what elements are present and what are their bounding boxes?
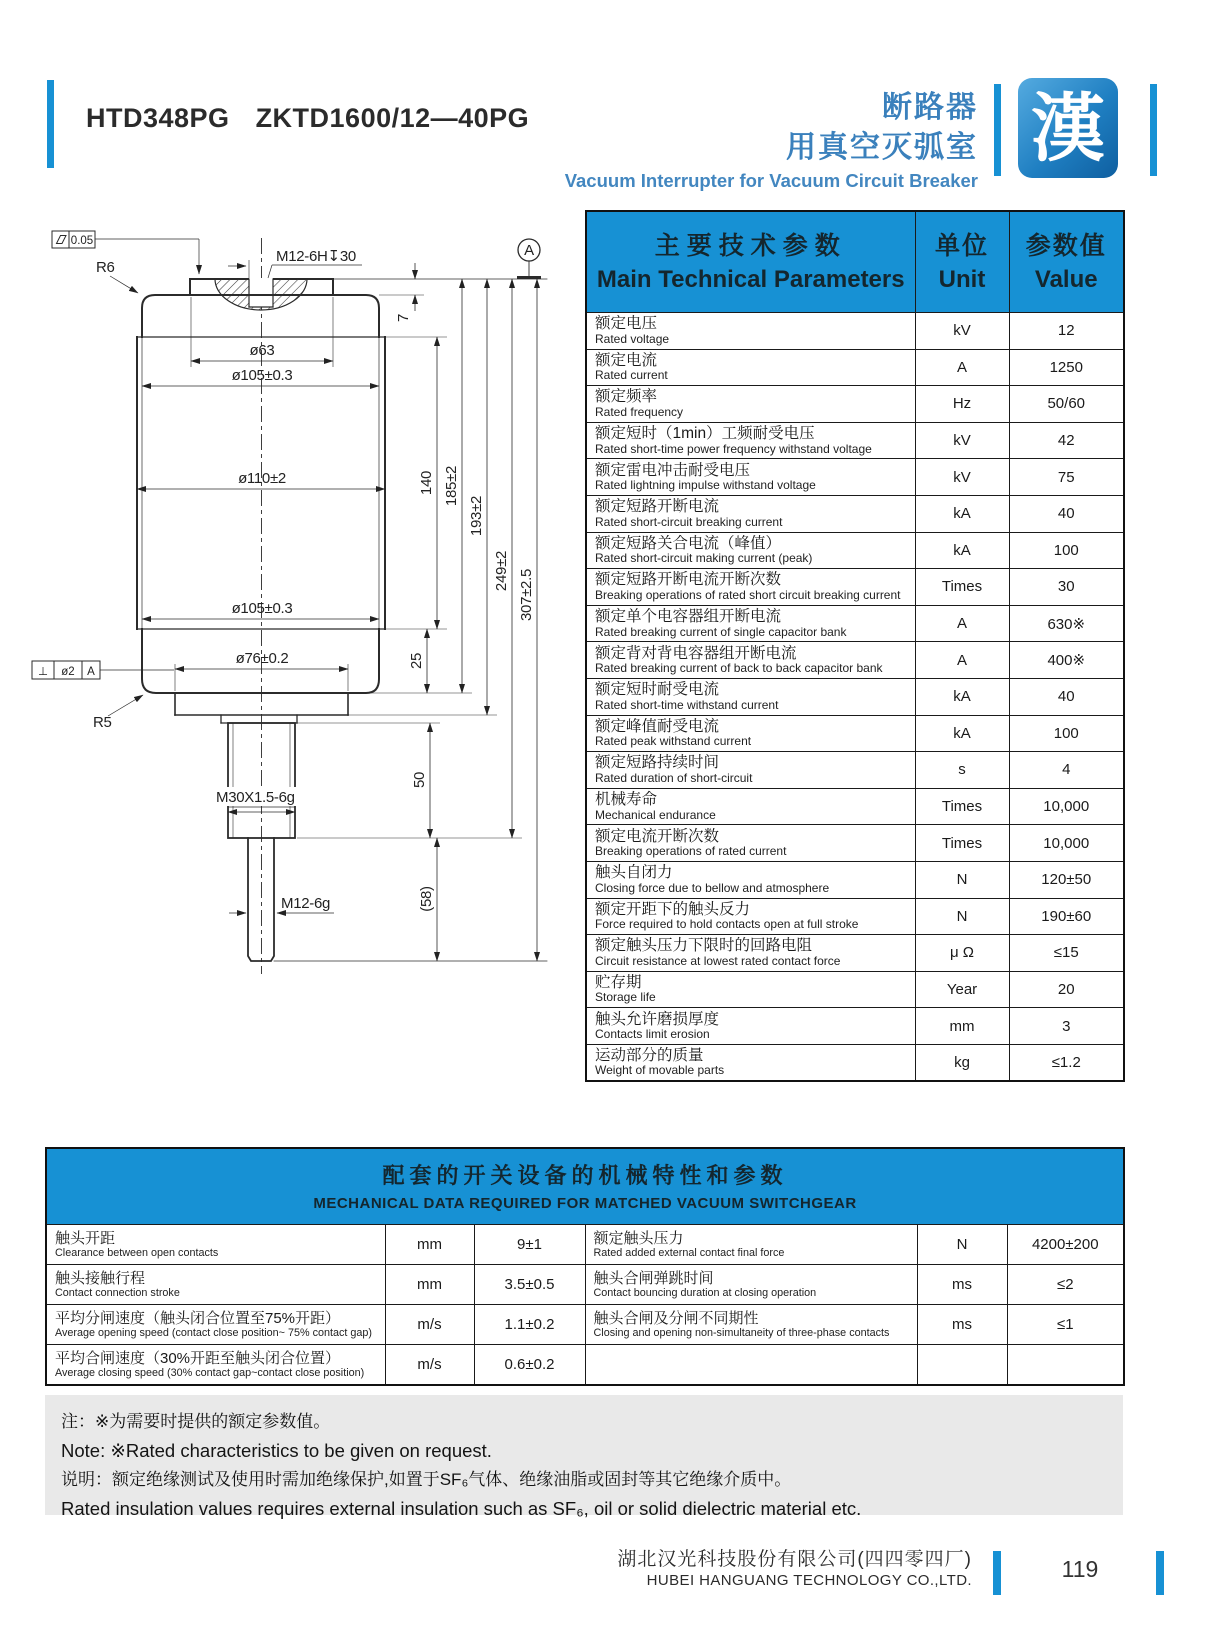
- parameter-name-en: Rated current: [595, 368, 668, 383]
- flatness-tolerance: 0.05: [70, 235, 94, 247]
- parameter-value: 12: [1009, 313, 1124, 350]
- parameter-name-cn: 触头自闭力: [595, 864, 673, 882]
- mech-unit-right: ms: [917, 1265, 1007, 1305]
- main-parameters-table: [585, 210, 1125, 1082]
- r5-label: R5: [93, 714, 112, 731]
- perpendicularity-tolerance: ø2: [61, 666, 75, 678]
- parameter-unit: Times: [915, 569, 1009, 606]
- product-title-cn-line2: 用真空灭弧室: [786, 131, 978, 164]
- parameter-name-en: Rated duration of short-circuit: [595, 770, 753, 785]
- parameter-value: 630※: [1009, 605, 1124, 642]
- mech-name-en-right: Rated added external contact final force: [593, 1246, 785, 1259]
- parameter-unit: kA: [915, 715, 1009, 752]
- parameter-row: [586, 1008, 1124, 1045]
- parameter-name-en: Rated short-circuit making current (peak): [595, 551, 813, 566]
- m12-thread-label: M12-6g: [281, 895, 331, 912]
- note-line-cn-2: 说明：额定绝缘测试及使用时需加绝缘保护,如置于SF₆气体、绝缘油脂或固封等其它绝缘介质中。: [61, 1470, 792, 1489]
- mech-parameter-row: [46, 1265, 1124, 1305]
- parameter-name-cn: 额定短路关合电流（峰值）: [595, 534, 782, 552]
- dim-249: 249±2: [493, 550, 510, 592]
- mech-parameter-row: [46, 1305, 1124, 1345]
- mech-unit-left: mm: [385, 1225, 474, 1265]
- parameter-name-cn: 额定电流开断次数: [595, 827, 720, 845]
- parameter-unit: kg: [915, 1044, 1009, 1081]
- dim-7: 7: [395, 313, 412, 323]
- dim-185: 185±2: [443, 465, 460, 507]
- parameter-value: 100: [1009, 715, 1124, 752]
- parameter-unit: A: [915, 349, 1009, 386]
- parameter-name-cn: 额定电流: [595, 351, 658, 369]
- header-unit: [915, 211, 1009, 313]
- parameter-row: [586, 898, 1124, 935]
- parameter-name-en: Rated lightning impulse withstand voltage: [595, 478, 816, 493]
- parameter-value: ≤15: [1009, 935, 1124, 972]
- mech-name-cn-left: 平均分闸速度（触头闭合位置至75%开距）: [55, 1309, 341, 1327]
- parameter-row: [586, 313, 1124, 350]
- company-name-cn: 湖北汉光科技股份有限公司(四四零四厂): [617, 1549, 972, 1570]
- parameter-value: 75: [1009, 459, 1124, 496]
- tap-hole-label: M12-6H↧30: [276, 248, 356, 265]
- notes-box: [45, 1395, 1123, 1519]
- parameter-unit: s: [915, 752, 1009, 789]
- header-value-en: Value: [1034, 266, 1098, 293]
- model-number-1: HTD348PG: [86, 103, 230, 133]
- parameter-value: 30: [1009, 569, 1124, 606]
- page-title: [86, 103, 529, 134]
- mech-name-cn-left: 触头开距: [55, 1229, 116, 1247]
- parameter-name-cn: 额定峰值耐受电流: [595, 717, 720, 735]
- datum-a-callout: [517, 239, 541, 278]
- mech-value-right: ≤2: [1007, 1265, 1124, 1305]
- parameter-row: [586, 678, 1124, 715]
- parameter-row: [586, 422, 1124, 459]
- parameter-value: 190±60: [1009, 898, 1124, 935]
- parameter-name-en: Rated frequency: [595, 404, 684, 419]
- mech-unit-left: mm: [385, 1265, 474, 1305]
- mech-value-right: 4200±200: [1007, 1225, 1124, 1265]
- mechanical-data-table: [45, 1147, 1125, 1386]
- interrupter-outline: [137, 278, 547, 961]
- parameter-value: 4: [1009, 752, 1124, 789]
- parameter-value: 10,000: [1009, 825, 1124, 862]
- mech-name-cn-left: 平均合闸速度（30%开距至触头闭合位置）: [55, 1349, 341, 1367]
- parameter-value: 10,000: [1009, 788, 1124, 825]
- parameter-unit: A: [915, 605, 1009, 642]
- parameter-row: [586, 1044, 1124, 1081]
- mech-value-left: 9±1: [474, 1225, 585, 1265]
- parameter-unit: Times: [915, 825, 1009, 862]
- dim-58: (58): [418, 886, 435, 912]
- parameter-name-cn: 贮存期: [595, 973, 642, 991]
- mech-name-cn-right: 额定触头压力: [593, 1229, 684, 1247]
- mech-name-en-left: Average closing speed (30% contact gap~contact close position): [55, 1366, 365, 1379]
- parameter-row: [586, 935, 1124, 972]
- parameter-unit: A: [915, 642, 1009, 679]
- parameter-row: [586, 861, 1124, 898]
- parameter-value: 120±50: [1009, 861, 1124, 898]
- parameter-name-cn: 额定触头压力下限时的回路电阻: [595, 937, 813, 955]
- gdt-flatness-frame: [52, 231, 199, 274]
- height-dimensions: [297, 263, 537, 961]
- product-title-en: Vacuum Interrupter for Vacuum Circuit Breaker: [564, 170, 978, 191]
- parameter-name-cn: 额定短路开断电流开断次数: [595, 571, 782, 589]
- parameter-value: 400※: [1009, 642, 1124, 679]
- dim-d105-bottom: ø105±0.3: [231, 600, 293, 617]
- footer-accent-bar-left: [993, 1551, 1001, 1595]
- dim-140: 140: [418, 470, 435, 496]
- parameter-unit: kV: [915, 313, 1009, 350]
- header-value: [1009, 211, 1124, 313]
- diameter-dimensions: [137, 297, 385, 691]
- parameter-value: 1250: [1009, 349, 1124, 386]
- parameter-name-en: Circuit resistance at lowest rated contact force: [595, 953, 841, 968]
- parameter-unit: kA: [915, 678, 1009, 715]
- parameter-value: ≤1.2: [1009, 1044, 1124, 1081]
- parameter-name-en: Rated voltage: [595, 331, 670, 346]
- parameter-name-cn: 额定单个电容器组开断电流: [595, 608, 782, 626]
- mech-parameter-row: [46, 1225, 1124, 1265]
- header-accent-bar-left: [47, 80, 54, 168]
- header-unit-en: Unit: [938, 266, 986, 293]
- perpendicularity-datum: A: [87, 666, 95, 678]
- note-line-cn-1: 注：※为需要时提供的额定参数值。: [61, 1412, 331, 1431]
- parameter-name-en: Force required to hold contacts open at full stroke: [595, 917, 859, 932]
- parameter-unit: kV: [915, 459, 1009, 496]
- parameter-name-en: Mechanical endurance: [595, 807, 716, 822]
- mech-name-en-right: Closing and opening non-simultaneity of three-phase contacts: [593, 1326, 890, 1339]
- m12-rod: [248, 838, 274, 961]
- note-line-en-2: Rated insulation values requires external insulation such as SF₆, oil or solid dielectric material etc.: [61, 1498, 862, 1519]
- dim-307: 307±2.5: [518, 568, 535, 622]
- mech-unit-right: ms: [917, 1305, 1007, 1345]
- parameter-unit: Year: [915, 971, 1009, 1008]
- parameter-row: [586, 825, 1124, 862]
- header-parameters-cn: 主要技术参数: [654, 232, 847, 260]
- mech-unit-right: [917, 1345, 1007, 1385]
- technical-drawing: [25, 205, 555, 985]
- parameter-row: [586, 386, 1124, 423]
- dim-d63: ø63: [249, 342, 275, 359]
- mech-name-en-left: Average opening speed (contact close position~ 75% contact gap): [55, 1326, 373, 1339]
- parameter-unit: kV: [915, 422, 1009, 459]
- parameter-row: [586, 459, 1124, 496]
- mech-value-right: ≤1: [1007, 1305, 1124, 1345]
- perpendicularity-symbol: ⊥: [37, 666, 49, 678]
- mech-name-cn-right: 触头合闸及分闸不同期性: [593, 1309, 759, 1327]
- parameter-row: [586, 642, 1124, 679]
- parameter-unit: Hz: [915, 386, 1009, 423]
- parameter-unit: kA: [915, 532, 1009, 569]
- mech-unit-left: m/s: [385, 1305, 474, 1345]
- table-header-row: [586, 211, 1124, 313]
- parameter-value: 42: [1009, 422, 1124, 459]
- parameter-value: 100: [1009, 532, 1124, 569]
- parameter-name-cn: 额定背对背电容器组开断电流: [595, 644, 797, 662]
- parameter-value: 40: [1009, 678, 1124, 715]
- mech-name-en-right: Contact bouncing duration at closing operation: [593, 1286, 817, 1299]
- mech-name-en-left: Clearance between open contacts: [55, 1246, 219, 1259]
- parameter-row: [586, 715, 1124, 752]
- parameter-name-cn: 额定短路持续时间: [595, 754, 720, 772]
- mech-unit-right: N: [917, 1225, 1007, 1265]
- header-accent-bar-right: [1150, 84, 1157, 176]
- mech-value-left: 3.5±0.5: [474, 1265, 585, 1305]
- parameter-row: [586, 971, 1124, 1008]
- parameter-name-en: Rated short-circuit breaking current: [595, 514, 783, 529]
- company-logo: [1016, 76, 1120, 180]
- parameter-row: [586, 752, 1124, 789]
- parameter-row: [586, 349, 1124, 386]
- mech-name-cn-right: 触头合闸弹跳时间: [593, 1269, 714, 1287]
- header-unit-cn: 单位: [934, 232, 989, 260]
- parameter-name-en: Rated short-time withstand current: [595, 697, 779, 712]
- header-parameters-en: Main Technical Parameters: [596, 266, 905, 293]
- parameter-unit: μ Ω: [915, 935, 1009, 972]
- model-number-2: ZKTD1600/12—40PG: [255, 103, 530, 133]
- footer-accent-bar-right: [1156, 1551, 1164, 1595]
- mech-value-right: [1007, 1345, 1124, 1385]
- parameter-name-en: Rated peak withstand current: [595, 734, 752, 749]
- page-number: 119: [1061, 1556, 1099, 1582]
- mech-name-en-left: Contact connection stroke: [55, 1286, 180, 1299]
- dim-193: 193±2: [468, 495, 485, 537]
- dim-25: 25: [408, 652, 425, 670]
- parameter-name-en: Breaking operations of rated current: [595, 844, 787, 859]
- parameter-name-cn: 额定电压: [595, 315, 658, 333]
- parameter-name-en: Contacts limit erosion: [595, 1027, 710, 1042]
- mech-value-left: 1.1±0.2: [474, 1305, 585, 1345]
- mech-parameter-row: [46, 1345, 1124, 1385]
- parameter-name-cn: 触头允许磨损厚度: [595, 1010, 720, 1028]
- parameter-row: [586, 495, 1124, 532]
- m30-thread-label: M30X1.5-6g: [216, 789, 295, 806]
- parameter-name-cn: 额定雷电冲击耐受电压: [595, 461, 751, 479]
- logo-seal-character: 漢: [1031, 86, 1105, 172]
- parameter-unit: N: [915, 861, 1009, 898]
- tap-hole-slot: [249, 278, 273, 307]
- datum-label: A: [524, 242, 534, 259]
- parameter-name-en: Rated breaking current of back to back capacitor bank: [595, 661, 883, 676]
- parameter-name-cn: 额定短路开断电流: [595, 498, 720, 516]
- parameter-value: 20: [1009, 971, 1124, 1008]
- parameter-value: 3: [1009, 1008, 1124, 1045]
- mech-table-title-en: MECHANICAL DATA REQUIRED FOR MATCHED VACUUM SWITCHGEAR: [313, 1194, 857, 1212]
- parameter-unit: mm: [915, 1008, 1009, 1045]
- parameter-name-cn: 运动部分的质量: [595, 1046, 704, 1064]
- parameter-name-en: Closing force due to bellow and atmosphere: [595, 880, 830, 895]
- parameter-name-cn: 额定短时耐受电流: [595, 681, 720, 699]
- parameter-name-cn: 额定短时（1min）工频耐受电压: [595, 425, 815, 443]
- mech-value-left: 0.6±0.2: [474, 1345, 585, 1385]
- parameter-name-en: Storage life: [595, 990, 656, 1005]
- dim-d110: ø110±2: [238, 470, 286, 487]
- footer-company: [460, 1549, 972, 1590]
- flatness-symbol: [57, 236, 67, 244]
- mech-table-title: [46, 1148, 1124, 1225]
- mech-name-cn-left: 触头接触行程: [55, 1269, 146, 1287]
- parameter-row: [586, 569, 1124, 606]
- parameter-name-en: Weight of movable parts: [595, 1063, 725, 1078]
- parameter-row: [586, 788, 1124, 825]
- parameter-name-en: Breaking operations of rated short circuit breaking current: [595, 587, 901, 602]
- parameter-row: [586, 605, 1124, 642]
- header-value-cn: 参数值: [1025, 232, 1107, 260]
- parameter-value: 50/60: [1009, 386, 1124, 423]
- header-parameters: [586, 211, 915, 313]
- parameter-unit: N: [915, 898, 1009, 935]
- header-product-title: [565, 88, 978, 194]
- parameter-unit: Times: [915, 788, 1009, 825]
- parameter-name-cn: 额定开距下的触头反力: [595, 900, 751, 918]
- r6-label: R6: [96, 259, 115, 276]
- dim-d105-top: ø105±0.3: [231, 367, 293, 384]
- parameter-unit: kA: [915, 495, 1009, 532]
- mech-table-header-row: [46, 1148, 1124, 1225]
- gdt-perpendicularity-frame: [32, 661, 174, 679]
- product-title-cn-line1: 断路器: [882, 91, 978, 124]
- header-accent-bar-mid: [994, 84, 1001, 176]
- parameter-row: [586, 532, 1124, 569]
- company-name-en: HUBEI HANGUANG TECHNOLOGY CO.,LTD.: [646, 1572, 972, 1589]
- dim-d76: ø76±0.2: [235, 650, 289, 667]
- parameter-name-en: Rated breaking current of single capacitor bank: [595, 624, 847, 639]
- mech-table-title-cn: 配套的开关设备的机械特性和参数: [382, 1162, 788, 1188]
- parameter-name-cn: 机械寿命: [595, 791, 658, 809]
- dim-50: 50: [411, 771, 428, 789]
- parameter-value: 40: [1009, 495, 1124, 532]
- mech-unit-left: m/s: [385, 1345, 474, 1385]
- note-line-en-1: Note: ※Rated characteristics to be given on request.: [61, 1440, 492, 1461]
- parameter-name-cn: 额定频率: [595, 388, 658, 406]
- parameter-name-en: Rated short-time power frequency withstand voltage: [595, 441, 872, 456]
